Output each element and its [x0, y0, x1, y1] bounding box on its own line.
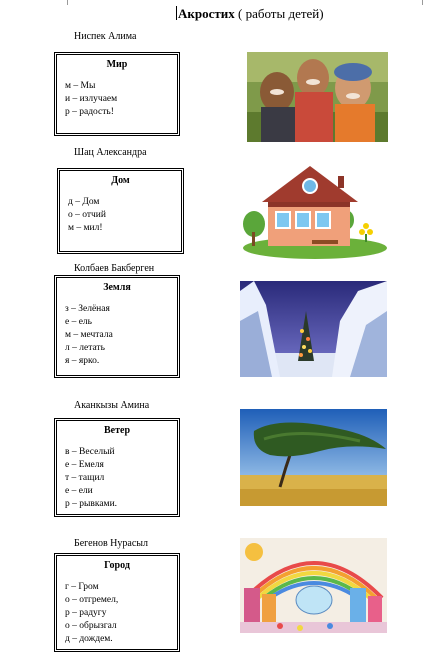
acrostic-line: г – Гром	[65, 582, 99, 592]
text-cursor	[176, 6, 177, 20]
acrostic-word: Дом	[111, 175, 130, 186]
entry-author: Ниспек Алима	[74, 31, 137, 42]
city-drawing	[240, 538, 387, 633]
acrostic-box	[54, 553, 180, 652]
entry-author: Аканкызы Амина	[74, 400, 150, 411]
windy-tree-photo	[240, 409, 387, 506]
page-corner-mark	[422, 0, 431, 5]
acrostic-line: т – тащил	[65, 473, 105, 483]
entry-author: Шац Александра	[74, 147, 147, 158]
acrostic-box	[54, 52, 180, 136]
acrostic-word: Мир	[106, 59, 128, 70]
acrostic-word: Город	[104, 560, 130, 571]
acrostic-line: р – радугу	[65, 608, 107, 618]
acrostic-line: о – обрызгал	[65, 621, 117, 631]
page-corner-mark	[59, 0, 68, 5]
acrostic-line: м – Мы	[65, 81, 96, 91]
acrostic-line: о – отгремел,	[65, 595, 119, 605]
page-title	[176, 6, 324, 22]
house-illustration	[240, 162, 387, 263]
acrostic-line: м – мил!	[68, 223, 103, 233]
acrostic-line: е – ель	[65, 317, 93, 327]
entry-author: Бегенов Нурасыл	[74, 538, 148, 549]
title-rest: ( работы детей)	[234, 6, 324, 21]
acrostic-line: е – Емеля	[65, 460, 104, 470]
acrostic-box	[54, 418, 180, 517]
acrostic-line: м – мечтала	[65, 330, 113, 340]
acrostic-line: о – отчий	[68, 210, 106, 220]
acrostic-line: з – Зелёная	[65, 304, 110, 314]
acrostic-line: и – излучаем	[65, 94, 118, 104]
acrostic-line: д – Дом	[68, 197, 100, 207]
acrostic-box	[57, 168, 184, 254]
acrostic-line: р – радость!	[65, 107, 114, 117]
title-bold: Акростих	[178, 6, 235, 21]
acrostic-line: р – рывками.	[65, 499, 118, 509]
acrostic-line: в – Веселый	[65, 447, 115, 457]
entry-author: Колбаев Бакберген	[74, 263, 155, 274]
acrostic-word: Земля	[103, 282, 131, 293]
acrostic-box	[54, 275, 180, 378]
children-photo	[247, 52, 388, 142]
acrostic-line: е – ели	[65, 486, 93, 496]
acrostic-line: л – летать	[65, 343, 105, 353]
acrostic-line: я – ярко.	[65, 356, 100, 366]
acrostic-line: д – дождем.	[65, 634, 113, 644]
winter-forest-photo	[240, 281, 387, 377]
acrostic-word: Ветер	[103, 425, 131, 436]
